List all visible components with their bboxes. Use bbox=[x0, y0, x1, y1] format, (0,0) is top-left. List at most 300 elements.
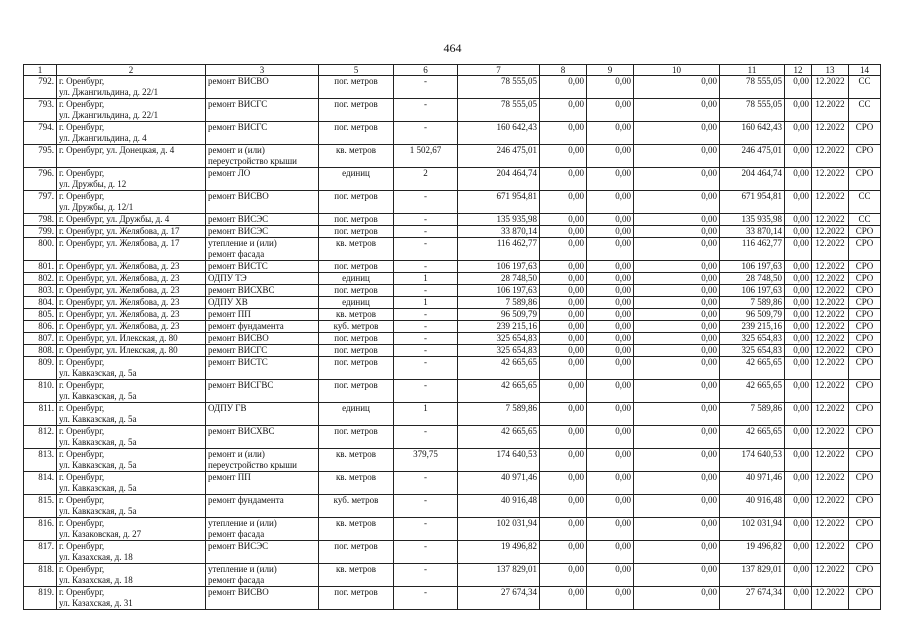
fund-cell: 0,00 bbox=[540, 380, 587, 403]
address-cell-line: ул. Кавказская, д. 5а bbox=[59, 437, 137, 447]
local-budget-cell: 0,00 bbox=[634, 587, 720, 610]
work-type-cell bbox=[206, 587, 319, 610]
table-row bbox=[24, 564, 881, 587]
budget-cell: 0,00 bbox=[587, 261, 634, 273]
address-cell bbox=[57, 122, 206, 145]
local-budget-cell: 0,00 bbox=[634, 403, 720, 426]
quantity-cell: - bbox=[394, 357, 458, 380]
quantity-cell: - bbox=[394, 333, 458, 345]
owner-funds-cell: 246 475,01 bbox=[720, 145, 785, 168]
fund-type-cell: СС bbox=[849, 214, 881, 226]
work-type-cell bbox=[206, 285, 319, 297]
unit-cell: единиц bbox=[319, 168, 394, 191]
work-type-cell bbox=[206, 226, 319, 238]
other-funds-cell: 0,00 bbox=[785, 426, 812, 449]
table-row bbox=[24, 122, 881, 145]
fund-type-cell: СРО bbox=[849, 564, 881, 587]
row-number: 813. bbox=[24, 449, 57, 472]
total-cost-cell: 204 464,74 bbox=[458, 168, 540, 191]
period-cell: 12.2022 bbox=[812, 345, 849, 357]
work-type-cell bbox=[206, 449, 319, 472]
address-cell bbox=[57, 191, 206, 214]
work-type-cell-line: ремонт фасада bbox=[208, 249, 265, 259]
table-row bbox=[24, 285, 881, 297]
address-cell bbox=[57, 297, 206, 309]
fund-cell: 0,00 bbox=[540, 333, 587, 345]
column-header: 6 bbox=[394, 65, 458, 76]
fund-cell: 0,00 bbox=[540, 99, 587, 122]
fund-type-cell: СРО bbox=[849, 357, 881, 380]
address-cell bbox=[57, 261, 206, 273]
work-type-cell-line: переустройство крыши bbox=[208, 156, 297, 166]
address-cell-line: г. Оренбург, bbox=[59, 380, 105, 390]
local-budget-cell: 0,00 bbox=[634, 273, 720, 285]
address-cell-line: ул. Джангильдина, д. 22/1 bbox=[59, 110, 159, 120]
owner-funds-cell: 78 555,05 bbox=[720, 76, 785, 99]
unit-cell: пог. метров bbox=[319, 357, 394, 380]
work-type-cell-line: ремонт ВИСТС bbox=[208, 357, 268, 367]
period-cell: 12.2022 bbox=[812, 309, 849, 321]
owner-funds-cell: 671 954,81 bbox=[720, 191, 785, 214]
unit-cell: пог. метров bbox=[319, 76, 394, 99]
owner-funds-cell: 96 509,79 bbox=[720, 309, 785, 321]
fund-cell: 0,00 bbox=[540, 168, 587, 191]
address-cell bbox=[57, 587, 206, 610]
work-type-cell-line: утепление и (или) bbox=[208, 518, 277, 528]
total-cost-cell: 137 829,01 bbox=[458, 564, 540, 587]
period-cell: 12.2022 bbox=[812, 357, 849, 380]
work-type-cell-line: ремонт ВИСВО bbox=[208, 191, 269, 201]
row-number: 802. bbox=[24, 273, 57, 285]
column-header: 1 bbox=[24, 65, 57, 76]
quantity-cell: - bbox=[394, 426, 458, 449]
work-type-cell-line: ремонт фундамента bbox=[208, 495, 284, 505]
budget-cell: 0,00 bbox=[587, 76, 634, 99]
address-cell bbox=[57, 472, 206, 495]
work-type-cell bbox=[206, 518, 319, 541]
budget-cell: 0,00 bbox=[587, 321, 634, 333]
other-funds-cell: 0,00 bbox=[785, 191, 812, 214]
work-type-cell-line: ремонт ПП bbox=[208, 309, 251, 319]
work-type-cell bbox=[206, 214, 319, 226]
table-row bbox=[24, 426, 881, 449]
address-cell bbox=[57, 226, 206, 238]
local-budget-cell: 0,00 bbox=[634, 261, 720, 273]
other-funds-cell: 0,00 bbox=[785, 321, 812, 333]
total-cost-cell: 116 462,77 bbox=[458, 238, 540, 261]
table-row bbox=[24, 541, 881, 564]
budget-cell: 0,00 bbox=[587, 587, 634, 610]
other-funds-cell: 0,00 bbox=[785, 449, 812, 472]
fund-cell: 0,00 bbox=[540, 76, 587, 99]
work-type-cell bbox=[206, 309, 319, 321]
quantity-cell: - bbox=[394, 214, 458, 226]
period-cell: 12.2022 bbox=[812, 426, 849, 449]
budget-cell: 0,00 bbox=[587, 564, 634, 587]
address-cell bbox=[57, 168, 206, 191]
work-type-cell bbox=[206, 321, 319, 333]
other-funds-cell: 0,00 bbox=[785, 541, 812, 564]
quantity-cell: - bbox=[394, 541, 458, 564]
column-header: 12 bbox=[785, 65, 812, 76]
local-budget-cell: 0,00 bbox=[634, 191, 720, 214]
total-cost-cell: 135 935,98 bbox=[458, 214, 540, 226]
work-type-cell bbox=[206, 333, 319, 345]
period-cell: 12.2022 bbox=[812, 587, 849, 610]
local-budget-cell: 0,00 bbox=[634, 357, 720, 380]
owner-funds-cell: 106 197,63 bbox=[720, 261, 785, 273]
fund-type-cell: СРО bbox=[849, 333, 881, 345]
work-type-cell bbox=[206, 380, 319, 403]
period-cell: 12.2022 bbox=[812, 321, 849, 333]
total-cost-cell: 40 971,46 bbox=[458, 472, 540, 495]
work-type-cell bbox=[206, 145, 319, 168]
address-cell-line: ул. Кавказская, д. 5а bbox=[59, 483, 137, 493]
row-number: 812. bbox=[24, 426, 57, 449]
fund-cell: 0,00 bbox=[540, 426, 587, 449]
budget-cell: 0,00 bbox=[587, 297, 634, 309]
fund-type-cell: СРО bbox=[849, 495, 881, 518]
period-cell: 12.2022 bbox=[812, 541, 849, 564]
period-cell: 12.2022 bbox=[812, 449, 849, 472]
work-type-cell-line: ремонт ВИСЭС bbox=[208, 214, 269, 224]
total-cost-cell: 28 748,50 bbox=[458, 273, 540, 285]
other-funds-cell: 0,00 bbox=[785, 145, 812, 168]
owner-funds-cell: 33 870,14 bbox=[720, 226, 785, 238]
table-row bbox=[24, 333, 881, 345]
other-funds-cell: 0,00 bbox=[785, 273, 812, 285]
fund-cell: 0,00 bbox=[540, 472, 587, 495]
address-cell-line: г. Оренбург, ул. Желябова, д. 17 bbox=[59, 226, 180, 236]
unit-cell: пог. метров bbox=[319, 380, 394, 403]
table-row bbox=[24, 309, 881, 321]
address-cell-line: г. Оренбург, ул. Желябова, д. 23 bbox=[59, 285, 180, 295]
total-cost-cell: 239 215,16 bbox=[458, 321, 540, 333]
quantity-cell: - bbox=[394, 191, 458, 214]
fund-type-cell: СРО bbox=[849, 168, 881, 191]
total-cost-cell: 325 654,83 bbox=[458, 333, 540, 345]
local-budget-cell: 0,00 bbox=[634, 226, 720, 238]
row-number: 803. bbox=[24, 285, 57, 297]
budget-cell: 0,00 bbox=[587, 518, 634, 541]
period-cell: 12.2022 bbox=[812, 226, 849, 238]
budget-cell: 0,00 bbox=[587, 285, 634, 297]
quantity-cell: 1 502,67 bbox=[394, 145, 458, 168]
owner-funds-cell: 7 589,86 bbox=[720, 403, 785, 426]
unit-cell: кв. метров bbox=[319, 238, 394, 261]
other-funds-cell: 0,00 bbox=[785, 261, 812, 273]
unit-cell: кв. метров bbox=[319, 449, 394, 472]
work-type-cell-line: ремонт фасада bbox=[208, 529, 265, 539]
owner-funds-cell: 325 654,83 bbox=[720, 345, 785, 357]
unit-cell: пог. метров bbox=[319, 214, 394, 226]
total-cost-cell: 325 654,83 bbox=[458, 345, 540, 357]
period-cell: 12.2022 bbox=[812, 261, 849, 273]
address-cell-line: ул. Казахская, д. 31 bbox=[59, 598, 133, 608]
work-type-cell bbox=[206, 564, 319, 587]
period-cell: 12.2022 bbox=[812, 145, 849, 168]
total-cost-cell: 33 870,14 bbox=[458, 226, 540, 238]
budget-cell: 0,00 bbox=[587, 495, 634, 518]
quantity-cell: 1 bbox=[394, 403, 458, 426]
row-number: 798. bbox=[24, 214, 57, 226]
budget-cell: 0,00 bbox=[587, 345, 634, 357]
address-cell bbox=[57, 273, 206, 285]
fund-type-cell: СРО bbox=[849, 273, 881, 285]
column-header: 5 bbox=[319, 65, 394, 76]
work-type-cell bbox=[206, 261, 319, 273]
work-type-cell bbox=[206, 541, 319, 564]
budget-cell: 0,00 bbox=[587, 122, 634, 145]
unit-cell: пог. метров bbox=[319, 261, 394, 273]
local-budget-cell: 0,00 bbox=[634, 214, 720, 226]
row-number: 794. bbox=[24, 122, 57, 145]
column-header: 14 bbox=[849, 65, 881, 76]
budget-cell: 0,00 bbox=[587, 403, 634, 426]
unit-cell: куб. метров bbox=[319, 495, 394, 518]
quantity-cell: - bbox=[394, 261, 458, 273]
work-type-cell-line: ремонт ВИСГС bbox=[208, 99, 268, 109]
fund-type-cell: СРО bbox=[849, 321, 881, 333]
unit-cell: пог. метров bbox=[319, 191, 394, 214]
other-funds-cell: 0,00 bbox=[785, 587, 812, 610]
fund-type-cell: СРО bbox=[849, 309, 881, 321]
address-cell-line: г. Оренбург, ул. Дружбы, д. 4 bbox=[59, 214, 170, 224]
work-type-cell-line: ремонт ВИСТС bbox=[208, 261, 268, 271]
address-cell-line: ул. Казаковская, д. 27 bbox=[59, 529, 142, 539]
quantity-cell: - bbox=[394, 285, 458, 297]
address-cell-line: г. Оренбург, ул. Желябова, д. 23 bbox=[59, 273, 180, 283]
fund-type-cell: СС bbox=[849, 99, 881, 122]
budget-cell: 0,00 bbox=[587, 309, 634, 321]
fund-cell: 0,00 bbox=[540, 261, 587, 273]
column-header: 7 bbox=[458, 65, 540, 76]
row-number: 818. bbox=[24, 564, 57, 587]
total-cost-cell: 42 665,65 bbox=[458, 426, 540, 449]
owner-funds-cell: 40 971,46 bbox=[720, 472, 785, 495]
budget-cell: 0,00 bbox=[587, 273, 634, 285]
row-number: 800. bbox=[24, 238, 57, 261]
fund-type-cell: СРО bbox=[849, 345, 881, 357]
fund-type-cell: СС bbox=[849, 76, 881, 99]
table-row bbox=[24, 297, 881, 309]
quantity-cell: 2 bbox=[394, 168, 458, 191]
work-type-cell-line: ОДПУ ТЭ bbox=[208, 273, 247, 283]
fund-type-cell: СРО bbox=[849, 587, 881, 610]
fund-type-cell: СРО bbox=[849, 226, 881, 238]
total-cost-cell: 78 555,05 bbox=[458, 76, 540, 99]
work-type-cell bbox=[206, 273, 319, 285]
work-type-cell bbox=[206, 238, 319, 261]
table-body bbox=[24, 76, 881, 610]
address-cell bbox=[57, 285, 206, 297]
table-row bbox=[24, 226, 881, 238]
local-budget-cell: 0,00 bbox=[634, 380, 720, 403]
work-type-cell-line: ремонт и (или) bbox=[208, 145, 265, 155]
table-row bbox=[24, 238, 881, 261]
work-type-cell-line: ремонт ЛО bbox=[208, 168, 251, 178]
work-type-cell-line: переустройство крыши bbox=[208, 460, 297, 470]
owner-funds-cell: 19 496,82 bbox=[720, 541, 785, 564]
total-cost-cell: 102 031,94 bbox=[458, 518, 540, 541]
period-cell: 12.2022 bbox=[812, 380, 849, 403]
work-type-cell-line: ремонт ВИСГС bbox=[208, 345, 268, 355]
address-cell-line: г. Оренбург, bbox=[59, 122, 105, 132]
address-cell-line: ул. Кавказская, д. 5а bbox=[59, 391, 137, 401]
owner-funds-cell: 27 674,34 bbox=[720, 587, 785, 610]
local-budget-cell: 0,00 bbox=[634, 472, 720, 495]
quantity-cell: - bbox=[394, 472, 458, 495]
row-number: 801. bbox=[24, 261, 57, 273]
local-budget-cell: 0,00 bbox=[634, 449, 720, 472]
table-row bbox=[24, 99, 881, 122]
column-number-row bbox=[24, 65, 881, 76]
unit-cell: кв. метров bbox=[319, 145, 394, 168]
address-cell-line: ул. Кавказская, д. 5а bbox=[59, 368, 137, 378]
address-cell-line: г. Оренбург, bbox=[59, 76, 105, 86]
owner-funds-cell: 78 555,05 bbox=[720, 99, 785, 122]
other-funds-cell: 0,00 bbox=[785, 297, 812, 309]
fund-type-cell: СРО bbox=[849, 472, 881, 495]
table-row bbox=[24, 168, 881, 191]
other-funds-cell: 0,00 bbox=[785, 76, 812, 99]
table-row bbox=[24, 587, 881, 610]
row-number: 819. bbox=[24, 587, 57, 610]
local-budget-cell: 0,00 bbox=[634, 321, 720, 333]
other-funds-cell: 0,00 bbox=[785, 495, 812, 518]
address-cell-line: г. Оренбург, bbox=[59, 191, 105, 201]
budget-cell: 0,00 bbox=[587, 357, 634, 380]
table-row bbox=[24, 518, 881, 541]
fund-cell: 0,00 bbox=[540, 564, 587, 587]
unit-cell: пог. метров bbox=[319, 587, 394, 610]
fund-cell: 0,00 bbox=[540, 587, 587, 610]
budget-cell: 0,00 bbox=[587, 472, 634, 495]
address-cell bbox=[57, 145, 206, 168]
address-cell-line: ул. Кавказская, д. 5а bbox=[59, 506, 137, 516]
address-cell-line: г. Оренбург, bbox=[59, 495, 105, 505]
quantity-cell: 1 bbox=[394, 273, 458, 285]
fund-cell: 0,00 bbox=[540, 214, 587, 226]
unit-cell: пог. метров bbox=[319, 541, 394, 564]
table-row bbox=[24, 76, 881, 99]
other-funds-cell: 0,00 bbox=[785, 285, 812, 297]
local-budget-cell: 0,00 bbox=[634, 99, 720, 122]
local-budget-cell: 0,00 bbox=[634, 168, 720, 191]
fund-cell: 0,00 bbox=[540, 285, 587, 297]
quantity-cell: - bbox=[394, 226, 458, 238]
quantity-cell: - bbox=[394, 518, 458, 541]
work-type-cell-line: утепление и (или) bbox=[208, 564, 277, 574]
address-cell bbox=[57, 345, 206, 357]
table-row bbox=[24, 214, 881, 226]
owner-funds-cell: 135 935,98 bbox=[720, 214, 785, 226]
unit-cell: пог. метров bbox=[319, 285, 394, 297]
fund-cell: 0,00 bbox=[540, 495, 587, 518]
fund-cell: 0,00 bbox=[540, 309, 587, 321]
address-cell-line: г. Оренбург, ул. Илекская, д. 80 bbox=[59, 333, 178, 343]
work-type-cell bbox=[206, 297, 319, 309]
address-cell-line: ул. Джангильдина, д. 4 bbox=[59, 133, 147, 143]
total-cost-cell: 42 665,65 bbox=[458, 357, 540, 380]
address-cell bbox=[57, 564, 206, 587]
owner-funds-cell: 204 464,74 bbox=[720, 168, 785, 191]
row-number: 806. bbox=[24, 321, 57, 333]
address-cell-line: г. Оренбург, bbox=[59, 541, 105, 551]
address-cell-line: ул. Дружбы, д. 12 bbox=[59, 179, 127, 189]
work-type-cell bbox=[206, 403, 319, 426]
period-cell: 12.2022 bbox=[812, 297, 849, 309]
work-type-cell-line: ремонт ВИСВО bbox=[208, 333, 269, 343]
budget-cell: 0,00 bbox=[587, 226, 634, 238]
row-number: 804. bbox=[24, 297, 57, 309]
other-funds-cell: 0,00 bbox=[785, 518, 812, 541]
address-cell bbox=[57, 321, 206, 333]
quantity-cell: - bbox=[394, 76, 458, 99]
total-cost-cell: 106 197,63 bbox=[458, 285, 540, 297]
unit-cell: пог. метров bbox=[319, 333, 394, 345]
fund-cell: 0,00 bbox=[540, 226, 587, 238]
local-budget-cell: 0,00 bbox=[634, 518, 720, 541]
row-number: 810. bbox=[24, 380, 57, 403]
other-funds-cell: 0,00 bbox=[785, 238, 812, 261]
period-cell: 12.2022 bbox=[812, 333, 849, 345]
address-cell-line: г. Оренбург, ул. Желябова, д. 23 bbox=[59, 321, 180, 331]
table-row bbox=[24, 472, 881, 495]
total-cost-cell: 160 642,43 bbox=[458, 122, 540, 145]
other-funds-cell: 0,00 bbox=[785, 226, 812, 238]
owner-funds-cell: 40 916,48 bbox=[720, 495, 785, 518]
owner-funds-cell: 42 665,65 bbox=[720, 426, 785, 449]
fund-cell: 0,00 bbox=[540, 541, 587, 564]
work-type-cell-line: ОДПУ ХВ bbox=[208, 297, 248, 307]
work-type-cell bbox=[206, 122, 319, 145]
address-cell-line: г. Оренбург, ул. Желябова, д. 23 bbox=[59, 261, 180, 271]
period-cell: 12.2022 bbox=[812, 168, 849, 191]
local-budget-cell: 0,00 bbox=[634, 426, 720, 449]
address-cell bbox=[57, 449, 206, 472]
column-header: 8 bbox=[540, 65, 587, 76]
local-budget-cell: 0,00 bbox=[634, 495, 720, 518]
column-header: 3 bbox=[206, 65, 319, 76]
work-type-cell-line: ремонт ПП bbox=[208, 472, 251, 482]
budget-cell: 0,00 bbox=[587, 214, 634, 226]
quantity-cell: 1 bbox=[394, 297, 458, 309]
address-cell bbox=[57, 518, 206, 541]
address-cell bbox=[57, 357, 206, 380]
period-cell: 12.2022 bbox=[812, 122, 849, 145]
owner-funds-cell: 42 665,65 bbox=[720, 380, 785, 403]
period-cell: 12.2022 bbox=[812, 518, 849, 541]
total-cost-cell: 671 954,81 bbox=[458, 191, 540, 214]
address-cell bbox=[57, 309, 206, 321]
owner-funds-cell: 42 665,65 bbox=[720, 357, 785, 380]
table-row bbox=[24, 357, 881, 380]
unit-cell: единиц bbox=[319, 273, 394, 285]
work-type-cell bbox=[206, 76, 319, 99]
unit-cell: пог. метров bbox=[319, 345, 394, 357]
work-type-cell bbox=[206, 345, 319, 357]
quantity-cell: - bbox=[394, 564, 458, 587]
work-type-cell-line: ремонт фасада bbox=[208, 575, 265, 585]
budget-cell: 0,00 bbox=[587, 541, 634, 564]
fund-type-cell: СРО bbox=[849, 261, 881, 273]
work-type-cell bbox=[206, 191, 319, 214]
budget-cell: 0,00 bbox=[587, 380, 634, 403]
fund-type-cell: СРО bbox=[849, 449, 881, 472]
column-header: 9 bbox=[587, 65, 634, 76]
other-funds-cell: 0,00 bbox=[785, 380, 812, 403]
